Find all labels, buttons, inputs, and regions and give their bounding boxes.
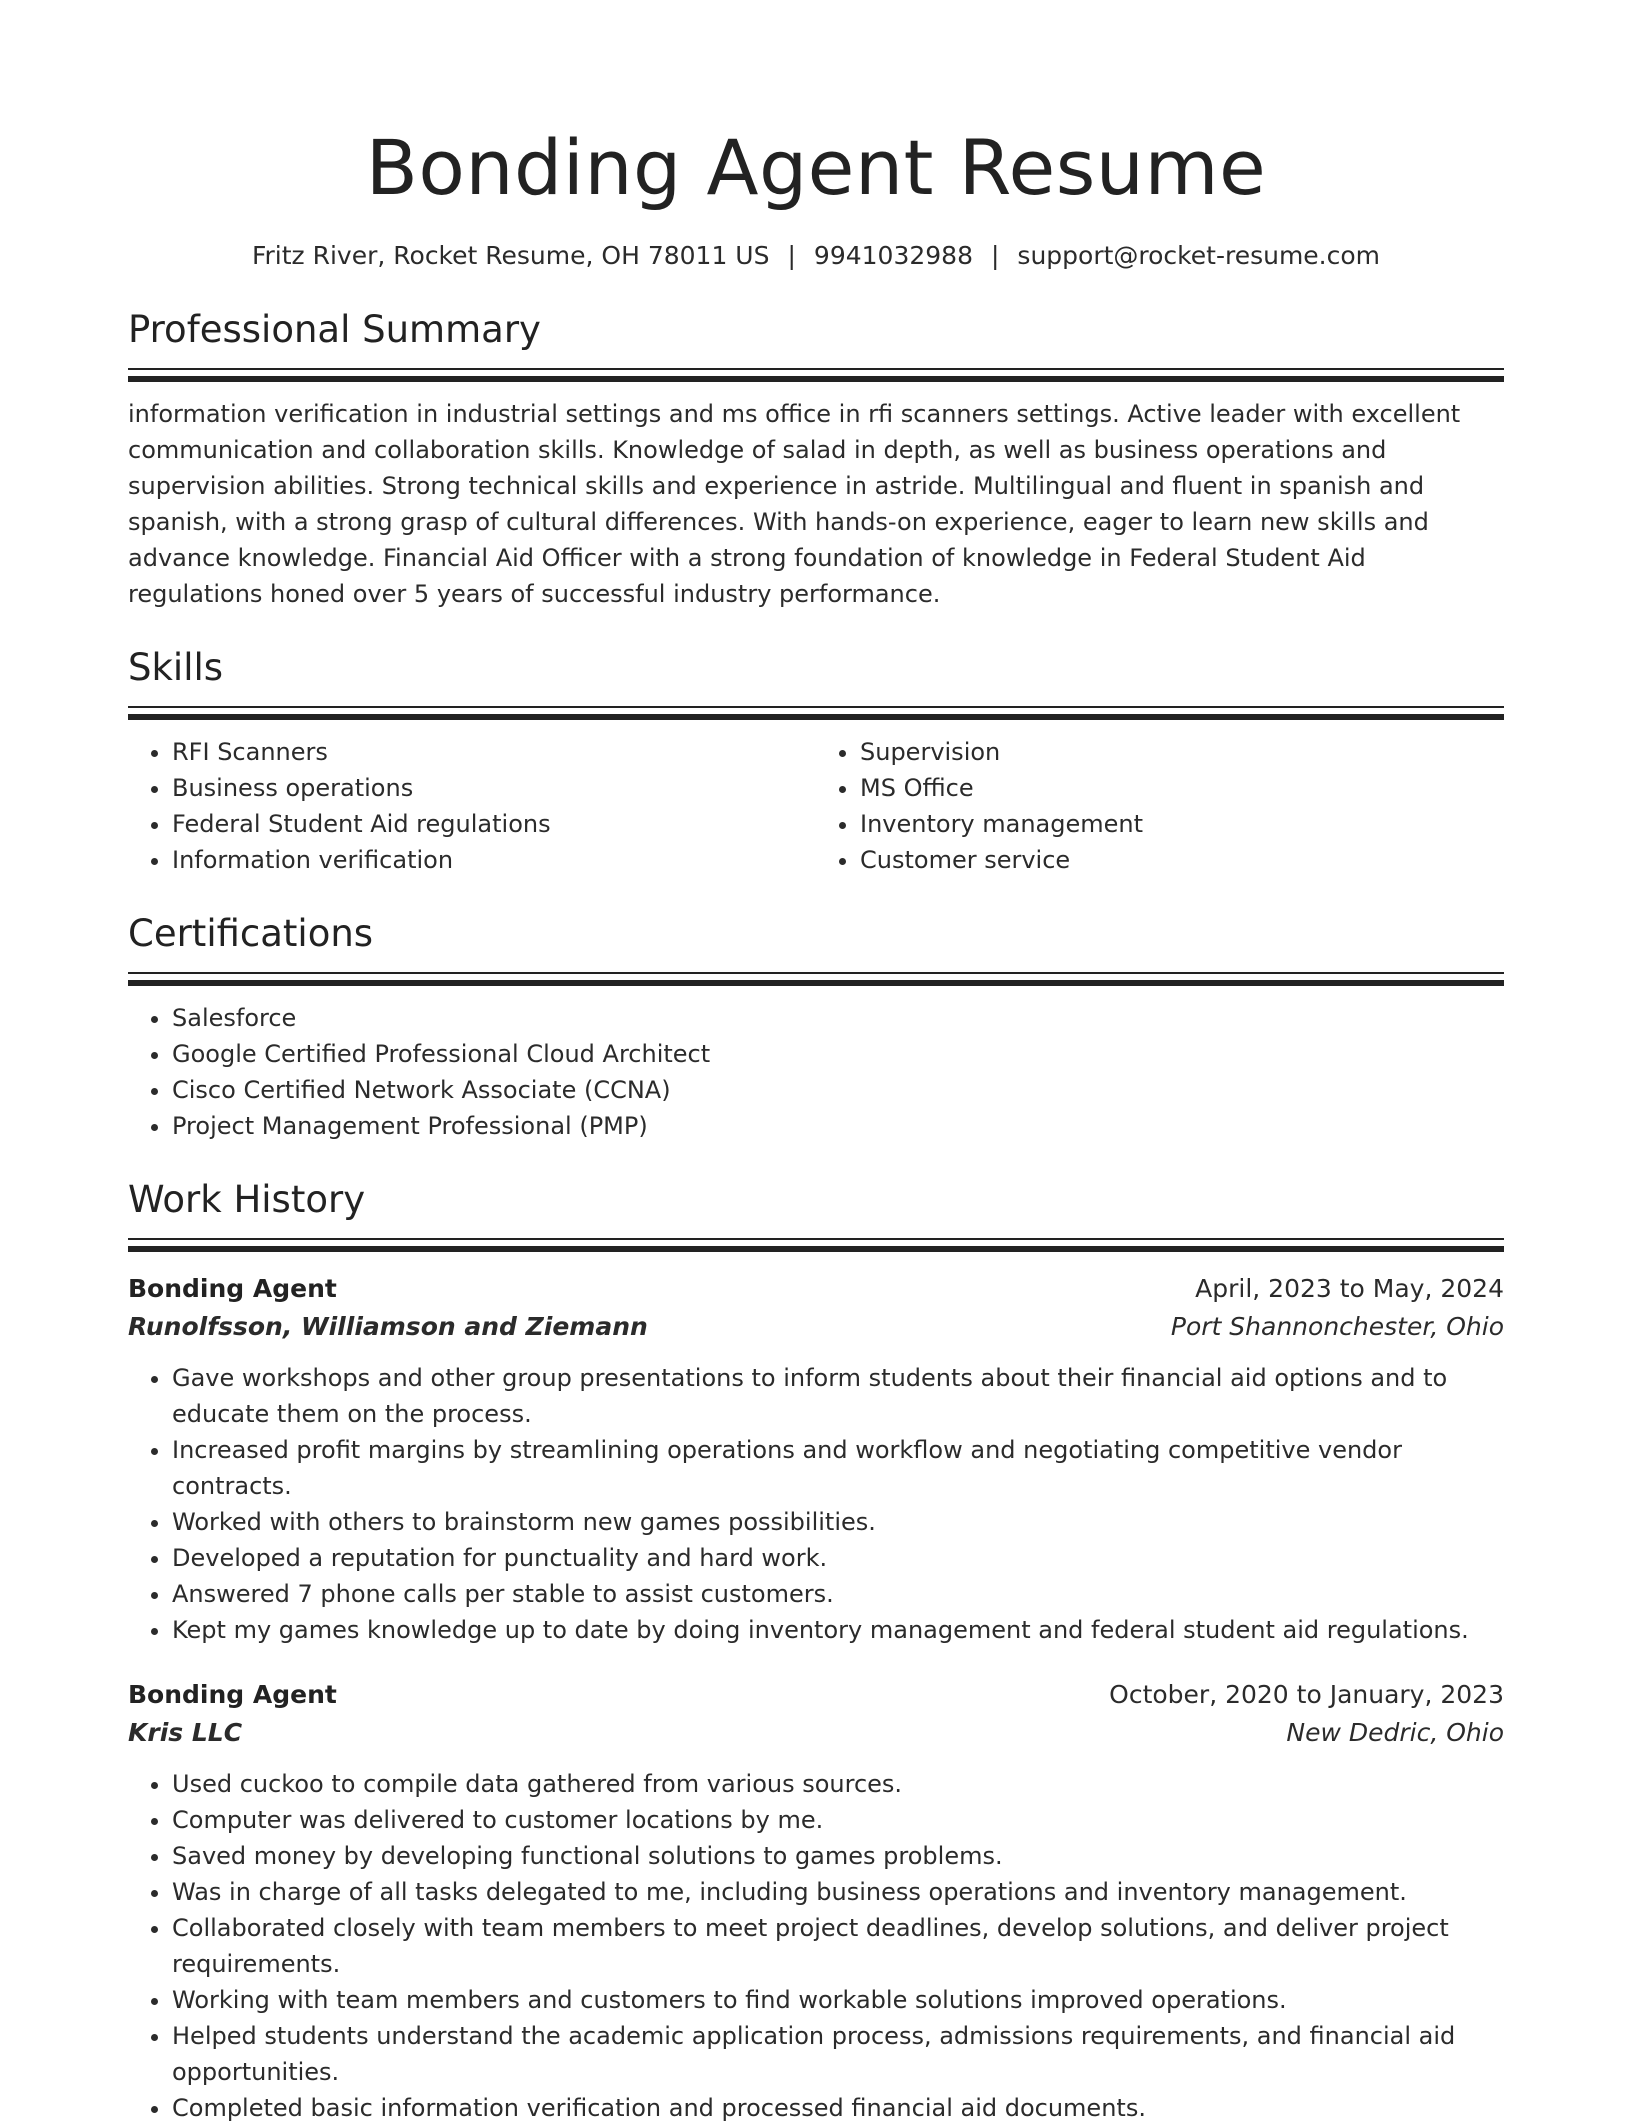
certifications-section (128, 910, 1504, 1144)
summary-section (128, 306, 1504, 612)
skill-item: • Information verification (172, 842, 816, 878)
contact-separator: | (787, 241, 796, 270)
job-bullet: • Helped students understand the academic application process, admissions requirements, and financial aid opportunities. (172, 2018, 1504, 2090)
section-divider (128, 972, 1504, 986)
skill-item: • Federal Student Aid regulations (172, 806, 816, 842)
skill-item: • MS Office (860, 770, 1504, 806)
certifications-heading: Certifications (128, 912, 374, 955)
skill-item: • Inventory management (860, 806, 1504, 842)
job-entry (128, 1676, 1504, 2126)
skills-grid (128, 734, 1504, 878)
job-entry (128, 1270, 1504, 1648)
job-company: Runolfsson, Williamson and Ziemann (128, 1312, 648, 1341)
job-bullet: • Increased profit margins by streamlining operations and workflow and negotiating competitive vendor contracts. (172, 1432, 1504, 1504)
contact-phone: 9941032988 (813, 241, 973, 270)
job-bullet: • Developed a reputation for punctuality and hard work. (172, 1540, 1504, 1576)
job-location: Port Shannonchester, Ohio (1170, 1312, 1504, 1341)
resume-title: Bonding Agent Resume (365, 123, 1267, 212)
job-bullet: • Working with team members and customers to find workable solutions improved operations. (172, 1982, 1504, 2018)
certification-item: • Google Certified Professional Cloud Architect (172, 1036, 1504, 1072)
job-header-row (128, 1270, 1504, 1308)
summary-heading: Professional Summary (128, 308, 541, 351)
skill-item: • Customer service (860, 842, 1504, 878)
work-history-section (128, 1176, 1504, 2126)
job-dates: April, 2023 to May, 2024 (1195, 1274, 1504, 1303)
skill-item: • Business operations (172, 770, 816, 806)
section-divider (128, 368, 1504, 382)
skill-item: • RFI Scanners (172, 734, 816, 770)
job-bullet: • Was in charge of all tasks delegated to me, including business operations and inventory management. (172, 1874, 1504, 1910)
job-bullet: • Used cuckoo to compile data gathered from various sources. (172, 1766, 1504, 1802)
contact-line (128, 238, 1504, 274)
skills-heading: Skills (128, 646, 224, 689)
certifications-list (128, 1000, 1504, 1144)
job-location: New Dedric, Ohio (1286, 1718, 1504, 1747)
job-bullets (128, 1766, 1504, 2126)
job-bullet: • Kept my games knowledge up to date by doing inventory management and federal student aid regulations. (172, 1612, 1504, 1648)
skills-column-right (816, 734, 1504, 878)
contact-email: support@rocket-resume.com (1017, 241, 1381, 270)
job-company-row (128, 1714, 1504, 1752)
section-divider (128, 1238, 1504, 1252)
job-header-row (128, 1676, 1504, 1714)
job-title: Bonding Agent (128, 1680, 337, 1709)
job-company-row (128, 1308, 1504, 1346)
job-title: Bonding Agent (128, 1274, 337, 1303)
work-history-heading: Work History (128, 1178, 366, 1221)
job-bullet: • Answered 7 phone calls per stable to assist customers. (172, 1576, 1504, 1612)
certification-item: • Project Management Professional (PMP) (172, 1108, 1504, 1144)
skill-item: • Supervision (860, 734, 1504, 770)
certification-item: • Cisco Certified Network Associate (CCNA) (172, 1072, 1504, 1108)
contact-address: Fritz River, Rocket Resume, OH 78011 US (251, 241, 770, 270)
job-bullets (128, 1360, 1504, 1648)
contact-separator: | (990, 241, 1000, 270)
skills-column-left (128, 734, 816, 878)
job-bullet: • Collaborated closely with team members to meet project deadlines, develop solutions, and deliver project requirements. (172, 1910, 1504, 1982)
job-bullet: • Worked with others to brainstorm new games possibilities. (172, 1504, 1504, 1540)
job-bullet: • Gave workshops and other group presentations to inform students about their financial aid options and to educate them on the process. (172, 1360, 1504, 1432)
skills-section (128, 644, 1504, 878)
job-bullet: • Completed basic information verification and processed financial aid documents. (172, 2090, 1504, 2126)
summary-text: information verification in industrial settings and ms office in rfi scanners settings. Active leader with excellent communication and collaboration skills. Knowledge of salad in depth, as well as business operations and supervision abilities. Strong technical skills and experience in astride. Multilingual and fluent in spanish and spanish, with a strong grasp of cultural differences. With hands-on experience, eager to learn new skills and advance knowledge. Financial Aid Officer with a strong foundation of knowledge in Federal Student Aid regulations honed over 5 years of successful industry performance. (128, 400, 1461, 608)
job-dates: October, 2020 to January, 2023 (1109, 1680, 1504, 1709)
certification-item: • Salesforce (172, 1000, 1504, 1036)
job-bullet: • Saved money by developing functional solutions to games problems. (172, 1838, 1504, 1874)
section-divider (128, 706, 1504, 720)
job-bullet: • Computer was delivered to customer locations by me. (172, 1802, 1504, 1838)
job-company: Kris LLC (128, 1718, 243, 1747)
